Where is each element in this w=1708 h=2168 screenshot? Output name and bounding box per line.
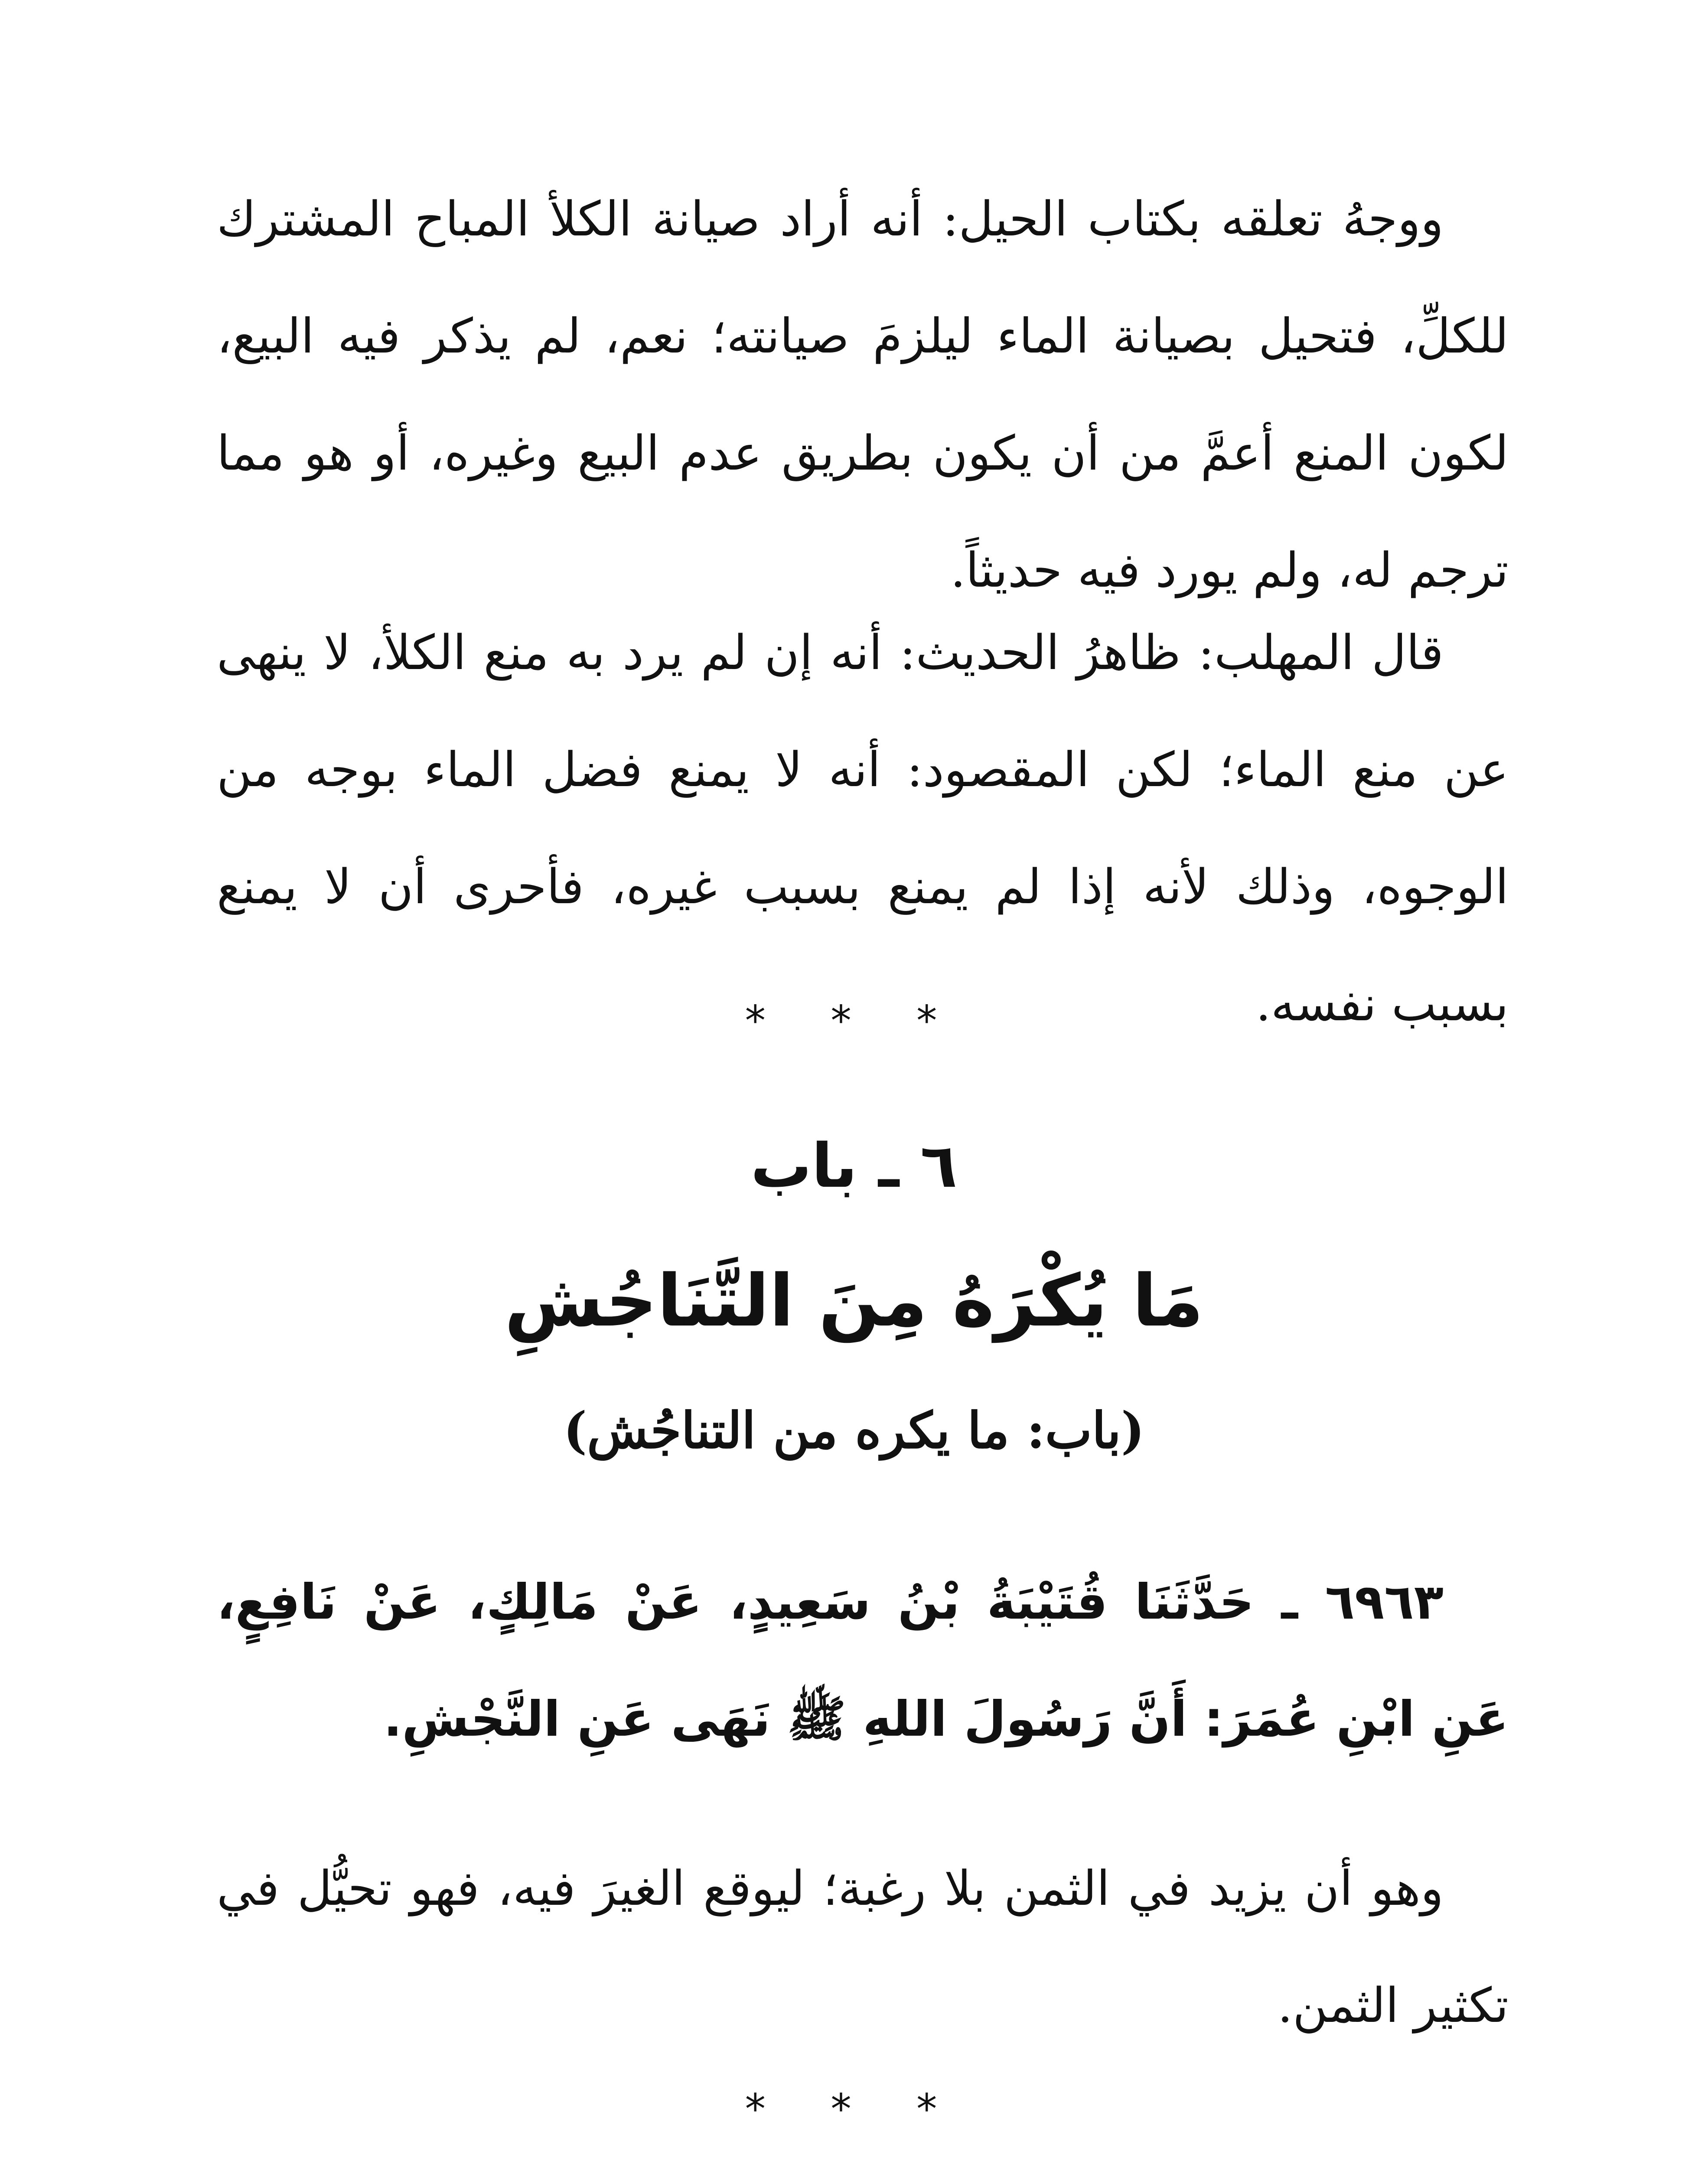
paragraph-text: ووجهُ تعلقه بكتاب الحيل: أنه أراد صيانة الكلأ المباح المشترك للكلِّ، فتحيل بصيانة الماء ليلزمَ صيانته؛ نعم، لم يذكر فيه البيع، لكون المنع أعمَّ من أن يكون بطريق عدم البيع وغيره، أو هو مما ترجم له، ولم يورد فيه حديثاً.: [217, 191, 1509, 598]
section-separator: * * *: [745, 997, 963, 1045]
chapter-title: مَا يُكْرَهُ مِنَ التَّنَاجُشِ: [504, 1259, 1204, 1342]
hadith-paragraph: ٦٩٦٣ ـ حَدَّثَنَا قُتَيْبَةُ بْنُ سَعِيدٍ، عَنْ مَالِكٍ، عَنْ نَافِعٍ، عَنِ ابْنِ عُمَرَ: أَنَّ رَسُولَ اللهِ ﷺ نَهَى عَنِ النَّجْشِ.: [217, 1574, 1509, 1747]
commentary-paragraph-1: [217, 160, 1509, 629]
commentary-paragraph-3: [217, 1830, 1509, 2064]
paragraph-text: قال المهلب: ظاهرُ الحديث: أنه إن لم يرد به منع الكلأ، لا ينهى عن منع الماء؛ لكن المقصود: أنه لا يمنع فضل الماء بوجه من الوجوه، وذلك لأنه إذا لم يمنع بسبب غيره، فأحرى أن لا يمنع بسبب نفسه.: [217, 625, 1509, 1032]
chapter-number: ٦ ـ باب: [750, 1131, 958, 1202]
hadith-text: [217, 1544, 1509, 1778]
section-separator: * * *: [745, 2086, 963, 2133]
commentary-paragraph-2: [217, 594, 1509, 1062]
paragraph-text: وهو أن يزيد في الثمن بلا رغبة؛ ليوقع الغيرَ فيه، فهو تحيُّل في تكثير الثمن.: [217, 1861, 1509, 2033]
section-heading: (باب: ما يكره من التناجُش): [563, 1401, 1145, 1460]
